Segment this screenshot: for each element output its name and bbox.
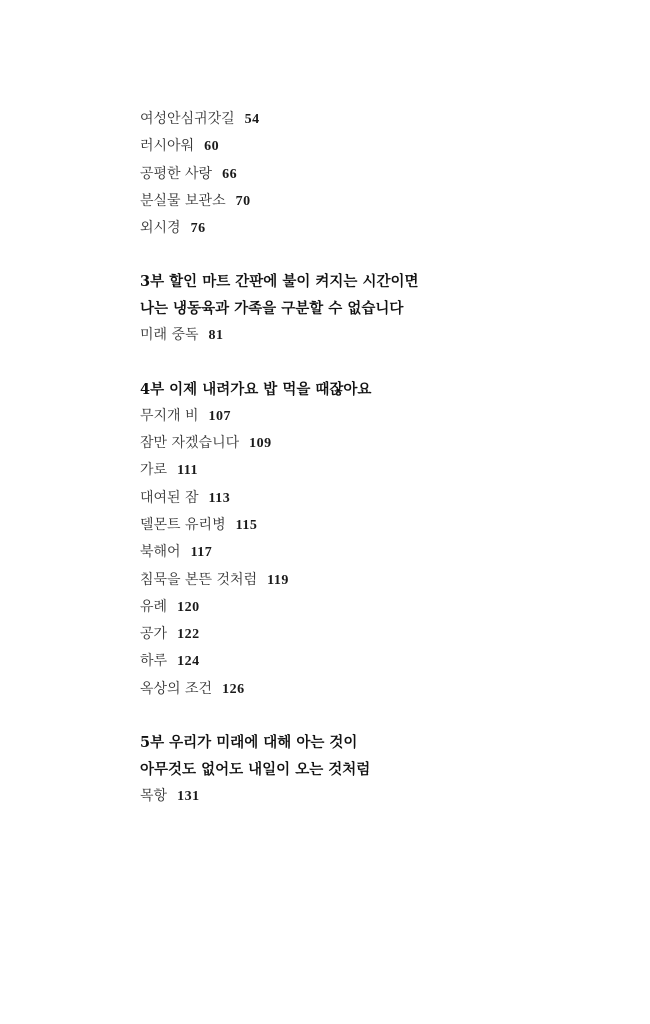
part-heading-line: 3부 할인 마트 간판에 불이 켜지는 시간이면 bbox=[140, 273, 419, 291]
toc-intro-section bbox=[140, 106, 610, 242]
toc-entry[interactable] bbox=[140, 783, 610, 810]
toc-entry-page-number: 119 bbox=[267, 572, 289, 588]
toc-entry-title: 목항 bbox=[140, 788, 168, 805]
toc-entry[interactable] bbox=[140, 161, 610, 188]
toc-entry-title: 침묵을 본뜬 것처럼 bbox=[140, 571, 258, 588]
toc-entry-page-number: 117 bbox=[190, 545, 213, 561]
toc-entry-title: 무지개 비 bbox=[140, 407, 199, 424]
toc-entry-title: 가로 bbox=[140, 462, 168, 479]
toc-entry-page-number: 124 bbox=[177, 654, 200, 670]
toc-entry-title: 북해어 bbox=[140, 544, 181, 561]
toc-part-section bbox=[140, 266, 610, 349]
part-heading-line: 나는 냉동육과 가족을 구분할 수 없습니다 bbox=[140, 300, 404, 318]
toc-entry-page-number: 115 bbox=[235, 517, 258, 533]
toc-entry[interactable] bbox=[140, 457, 610, 484]
toc-entry-title: 델몬트 유리병 bbox=[140, 516, 226, 533]
part-heading-line: 아무것도 없어도 내일이 오는 것처럼 bbox=[140, 761, 371, 779]
toc-entry-title: 미래 중독 bbox=[140, 327, 199, 344]
toc-entry-page-number: 60 bbox=[204, 139, 220, 155]
toc-entry[interactable] bbox=[140, 430, 610, 457]
toc-entry[interactable] bbox=[140, 648, 610, 675]
table-of-contents bbox=[140, 106, 610, 810]
toc-entry-title: 분실물 보관소 bbox=[140, 192, 226, 209]
toc-entry[interactable] bbox=[140, 322, 610, 349]
toc-entry-title: 외시경 bbox=[140, 220, 181, 237]
toc-entry-title: 유례 bbox=[140, 598, 168, 615]
toc-entry[interactable] bbox=[140, 594, 610, 621]
toc-entry[interactable] bbox=[140, 133, 610, 160]
toc-entry-title: 러시아워 bbox=[140, 138, 195, 155]
toc-entry-title: 하루 bbox=[140, 653, 168, 670]
toc-entry[interactable] bbox=[140, 539, 610, 566]
toc-entry[interactable] bbox=[140, 188, 610, 215]
toc-entry-title: 공가 bbox=[140, 626, 168, 643]
toc-entry-title: 잠만 자겠습니다 bbox=[140, 435, 240, 452]
toc-entry[interactable] bbox=[140, 567, 610, 594]
toc-entry-page-number: 122 bbox=[177, 627, 200, 643]
part-heading[interactable] bbox=[140, 266, 610, 322]
toc-entry[interactable] bbox=[140, 676, 610, 703]
part-heading-line: 4부 이제 내려가요 밥 먹을 때잖아요 bbox=[140, 380, 372, 398]
toc-entry[interactable] bbox=[140, 512, 610, 539]
toc-entry-page-number: 109 bbox=[249, 436, 272, 452]
part-heading[interactable] bbox=[140, 727, 610, 783]
toc-entry-title: 옥상의 조건 bbox=[140, 680, 213, 697]
toc-entry-title: 여성안심귀갓길 bbox=[140, 111, 235, 127]
toc-entry[interactable] bbox=[140, 215, 610, 242]
toc-entry-page-number: 120 bbox=[177, 599, 200, 615]
toc-entry[interactable] bbox=[140, 106, 610, 133]
toc-entry[interactable] bbox=[140, 485, 610, 512]
toc-part-section bbox=[140, 374, 610, 703]
toc-entry-page-number: 70 bbox=[235, 193, 251, 209]
toc-entry[interactable] bbox=[140, 621, 610, 648]
toc-entry-page-number: 107 bbox=[208, 408, 232, 424]
toc-entry-page-number: 76 bbox=[190, 221, 206, 237]
toc-entry-page-number: 81 bbox=[208, 328, 224, 344]
toc-entry-page-number: 126 bbox=[222, 681, 245, 697]
toc-parts bbox=[140, 266, 610, 810]
toc-entry[interactable] bbox=[140, 403, 610, 430]
part-heading-line: 5부 우리가 미래에 대해 아는 것이 bbox=[140, 734, 358, 752]
toc-part-section bbox=[140, 727, 610, 810]
toc-entry-title: 대여된 잠 bbox=[140, 489, 199, 506]
part-heading[interactable] bbox=[140, 374, 610, 403]
toc-entry-page-number: 131 bbox=[177, 789, 200, 805]
toc-entry-page-number: 113 bbox=[208, 490, 231, 506]
toc-entry-page-number: 111 bbox=[177, 463, 199, 479]
toc-entry-title: 공평한 사랑 bbox=[140, 165, 213, 182]
toc-entry-page-number: 54 bbox=[244, 112, 260, 127]
toc-entry-page-number: 66 bbox=[222, 166, 238, 182]
